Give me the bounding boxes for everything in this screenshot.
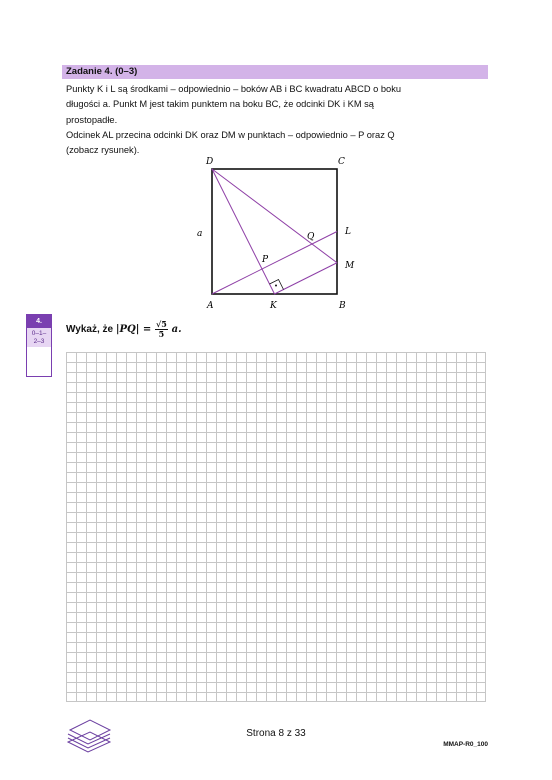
task-line-1: Punkty K i L są środkami – odpowiednio – boków AB i BC kwadratu ABCD o boku <box>66 84 402 94</box>
label-q: Q <box>307 232 315 242</box>
label-d: D <box>206 157 214 167</box>
fraction-numerator: √5 <box>156 319 167 329</box>
right-angle-dot <box>275 285 277 287</box>
task-line-3: prostopadłe. <box>66 114 118 125</box>
label-c: C <box>338 157 345 167</box>
score-task-number: 4. <box>27 315 51 328</box>
label-m: M <box>345 261 355 271</box>
prove-fraction <box>155 320 168 339</box>
task-line-2: długości a. Punkt M jest takim punktem na boku BC, że odcinki DK i KM są <box>66 99 374 110</box>
square-abcd <box>212 169 337 294</box>
task-title: Zadanie 4. (0–3) <box>66 66 138 77</box>
score-box <box>26 314 52 377</box>
answer-grid[interactable] <box>66 352 486 702</box>
geometry-figure <box>0 0 552 330</box>
score-range <box>27 328 51 347</box>
fraction-denominator: 5 <box>158 329 165 339</box>
label-b: B <box>339 301 346 311</box>
segment-dm <box>212 169 337 263</box>
label-l: L <box>345 227 351 237</box>
label-side-a: a <box>197 229 203 239</box>
exam-code: MMAP-R0_100 <box>443 741 488 748</box>
score-range-line1: 0–1– <box>31 330 47 337</box>
segment-dk <box>212 169 275 294</box>
task-line-5: (zobacz rysunek). <box>66 145 140 156</box>
prove-lhs: |PQ| = <box>115 324 152 336</box>
page-number: Strona 8 z 33 <box>246 728 306 739</box>
prove-statement <box>66 320 182 339</box>
prove-tail: a. <box>171 324 182 336</box>
segment-km <box>275 263 338 294</box>
task-line-4: Odcinek AL przecina odcinki DK oraz DM w punktach – odpowiednio – P oraz Q <box>66 129 395 140</box>
label-k: K <box>270 301 277 311</box>
segment-al <box>212 232 337 295</box>
score-range-line2: 2–3 <box>33 338 45 345</box>
label-p: P <box>262 255 269 265</box>
prove-prefix: Wykaż, że <box>66 324 114 336</box>
label-a-vertex: A <box>207 301 214 311</box>
